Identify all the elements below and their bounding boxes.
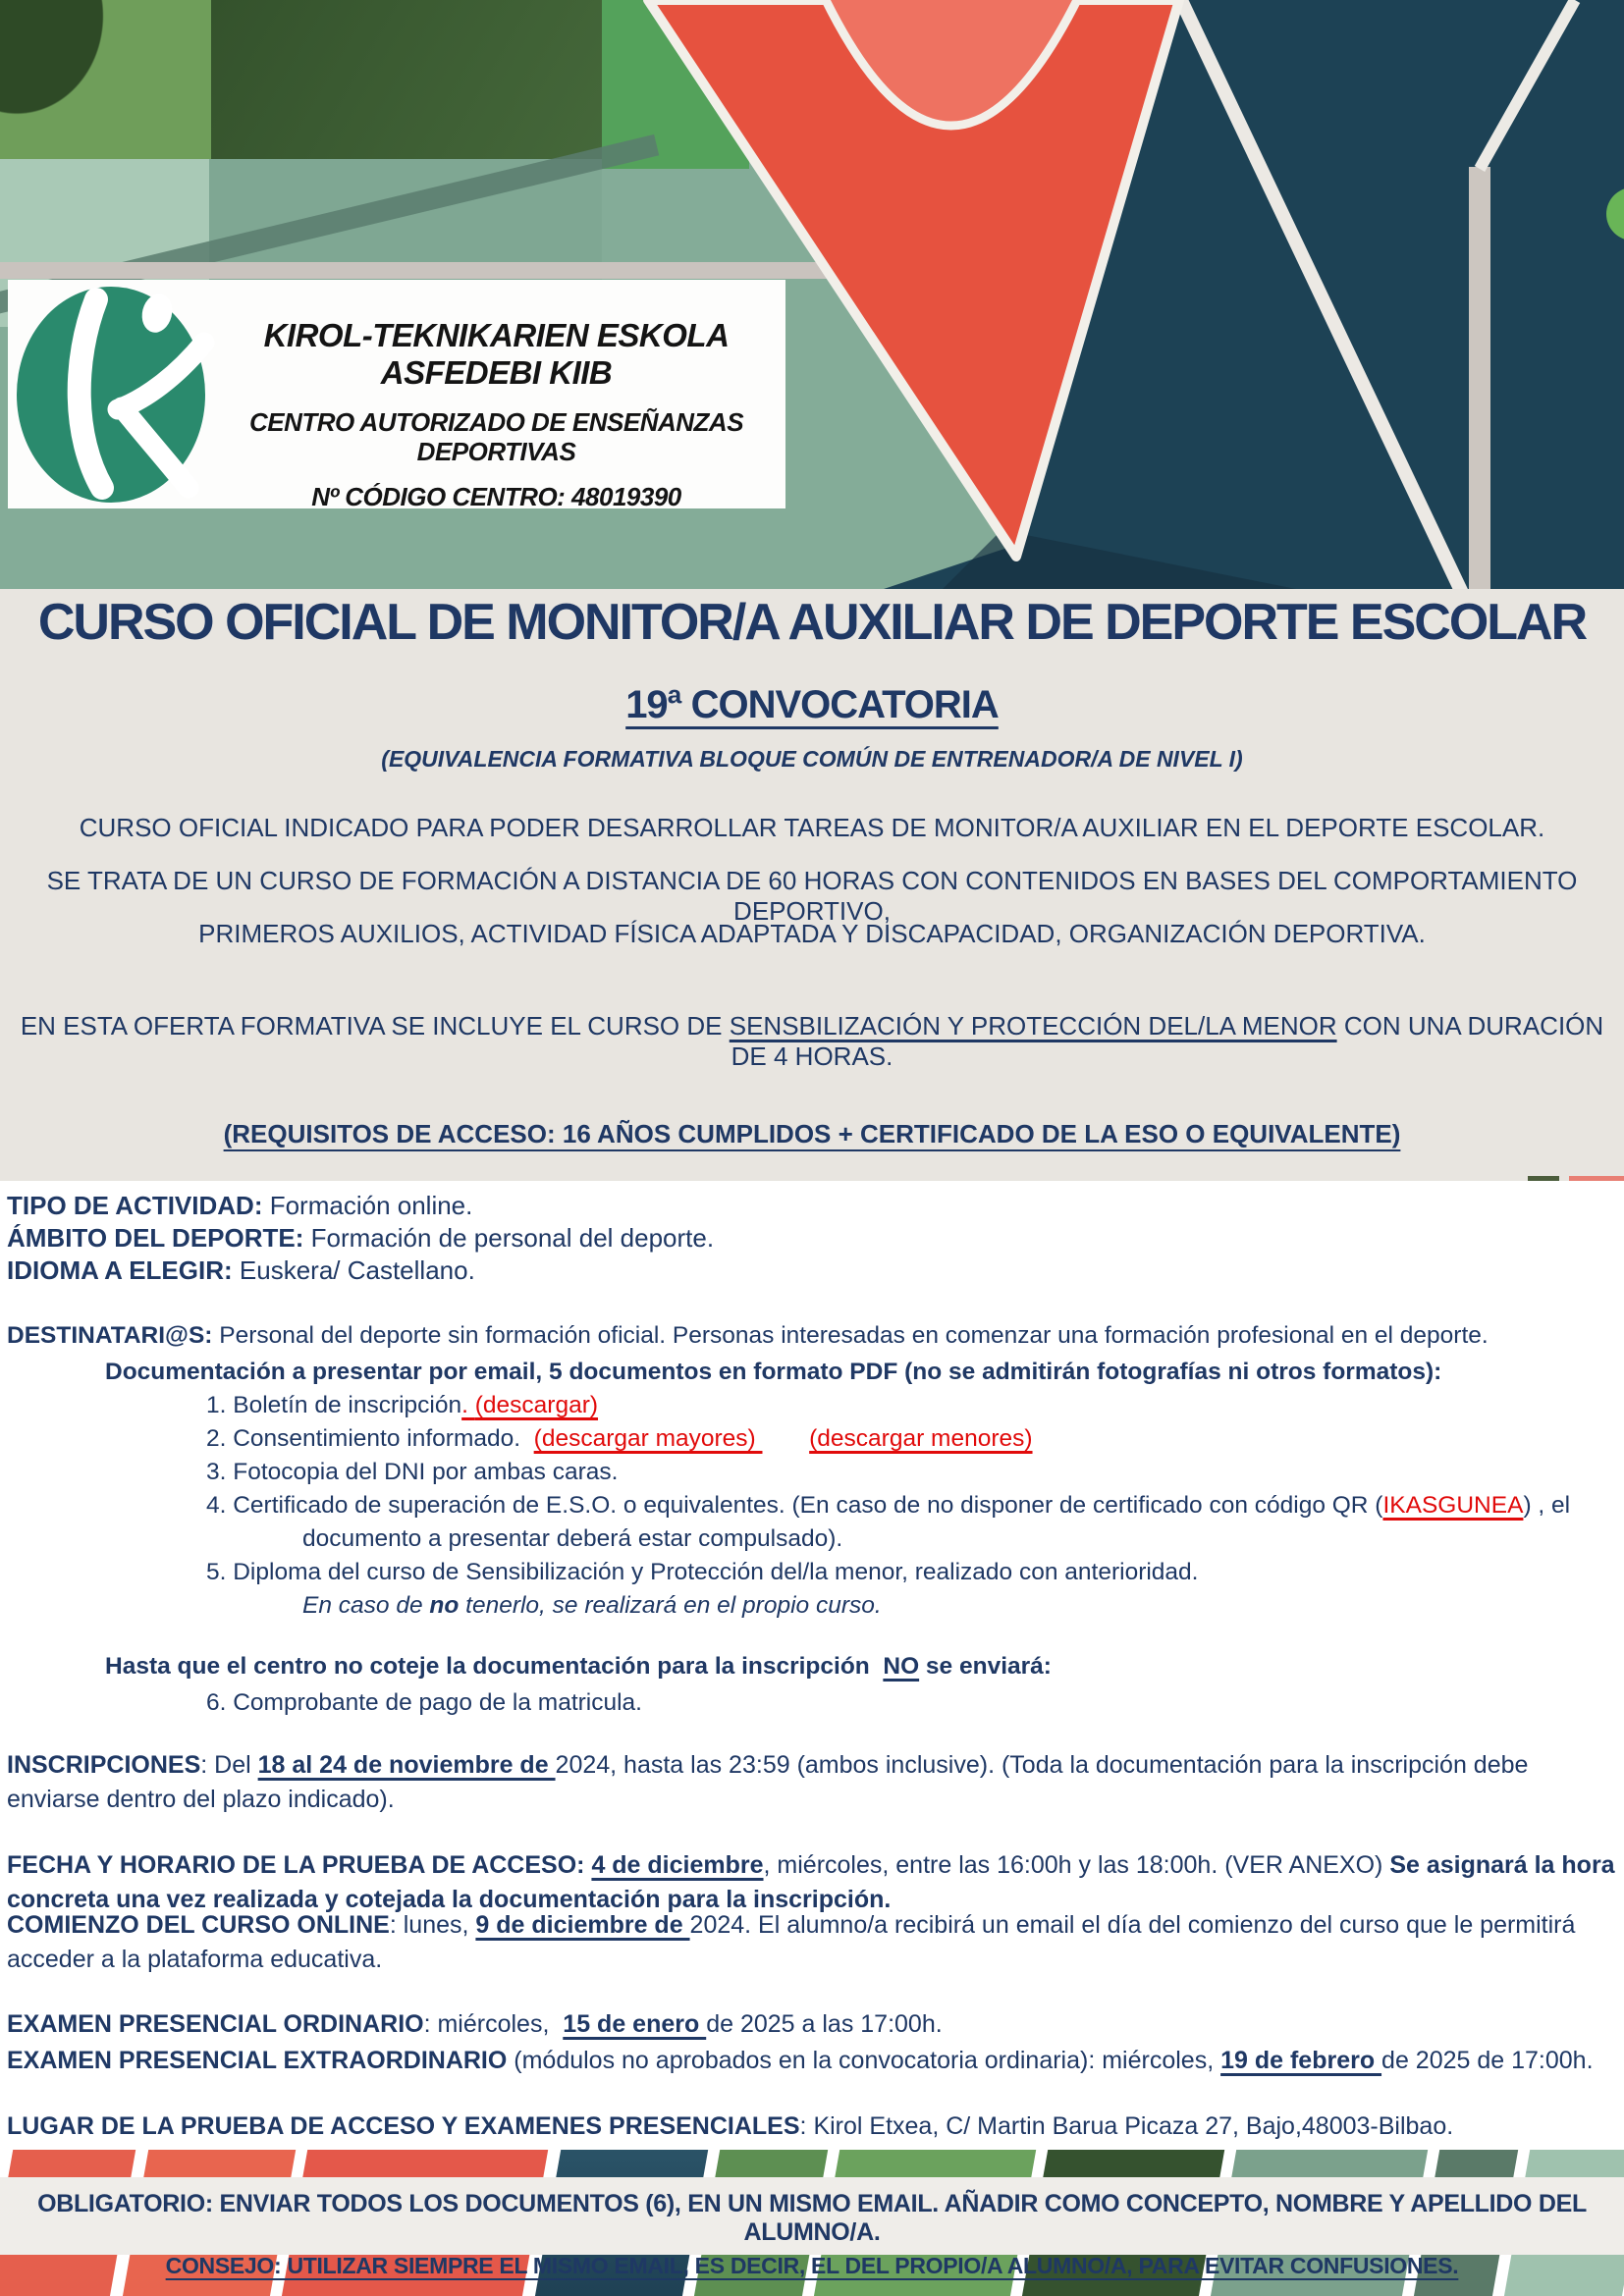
- text-segment: INSCRIPCIONES: [7, 1751, 201, 1779]
- fecha-prueba-paragraph: [7, 1848, 1622, 1917]
- logo-box: [8, 280, 785, 511]
- text-segment: FECHA Y HORARIO DE LA PRUEBA DE ACCESO:: [7, 1851, 592, 1879]
- text-segment: 2024, hasta las 23:59 (ambos inclusive). (Toda la documentación para la inscripción debe enviarse dentro del plazo indicado).: [7, 1751, 1536, 1813]
- title-section: [0, 589, 1624, 1181]
- logo-center-code: Nº CÓDIGO CENTRO: 48019390: [311, 482, 681, 511]
- intro-line-1: CURSO OFICIAL INDICADO PARA PODER DESARROLLAR TAREAS DE MONITOR/A AUXILIAR EN EL DEPORTE ESCOLAR.: [79, 813, 1545, 842]
- text-segment: 9 de diciembre de: [475, 1911, 690, 1939]
- text-segment: 18 al 24 de noviembre de: [257, 1751, 556, 1779]
- oferta-line: [0, 1011, 1624, 1072]
- hero-shape-forest: [211, 0, 602, 159]
- doc-item-5: [206, 1556, 1199, 1589]
- text-segment: Euskera/ Castellano.: [232, 1255, 475, 1285]
- text-segment: documento a presentar deberá estar compulsado).: [302, 1525, 843, 1552]
- text-segment: no: [429, 1592, 460, 1619]
- text-segment: Formación online.: [262, 1191, 473, 1220]
- descargar-menores-link[interactable]: (descargar menores): [809, 1425, 1033, 1452]
- text-segment: SENSBILIZACIÓN Y PROTECCIÓN DEL/LA MENOR: [729, 1011, 1337, 1041]
- convocatoria-heading: 19ª CONVOCATORIA: [625, 683, 999, 726]
- intro-line-2: SE TRATA DE UN CURSO DE FORMACIÓN A DISTANCIA DE 60 HORAS CON CONTENIDOS EN BASES DEL COMPORTAMIENTO DEPORTIVO,: [46, 866, 1578, 926]
- text-segment: , miércoles, entre las 16:00h y las 18:00h. (VER ANEXO): [763, 1851, 1390, 1879]
- text-segment: 3. Fotocopia del DNI por ambas caras.: [206, 1459, 619, 1485]
- examen-extraordinario-line: [7, 2044, 1619, 2078]
- text-segment: CON UNA DURACIÓN DE 4 HORAS.: [731, 1011, 1604, 1071]
- text-segment: LUGAR DE LA PRUEBA DE ACCESO Y EXAMENES PRESENCIALES: [7, 2112, 800, 2140]
- text-segment: : lunes,: [389, 1911, 476, 1939]
- destinatarios-line: [7, 1319, 1489, 1353]
- text-segment: En caso de: [302, 1592, 430, 1619]
- text-segment: (módulos no aprobados en la convocatoria ordinaria): miércoles,: [514, 2047, 1221, 2074]
- hero-shape-dark-corner: [0, 0, 211, 159]
- logo-school-name: KIROL-TEKNIKARIEN ESKOLA ASFEDEBI KIIB: [263, 317, 730, 391]
- k-person-logo-icon: [12, 284, 218, 506]
- download-link[interactable]: .: [461, 1392, 475, 1418]
- text-segment: de 2025 de 17:00h.: [1381, 2047, 1594, 2074]
- logo-text-block: [214, 317, 779, 511]
- documentacion-header: [105, 1356, 1441, 1389]
- text-segment: IDIOMA A ELEGIR:: [7, 1255, 233, 1285]
- text-segment: : miércoles,: [423, 2010, 564, 2038]
- requisitos-line: (REQUISITOS DE ACCESO: 16 AÑOS CUMPLIDOS + CERTIFICADO DE LA ESO O EQUIVALENTE): [223, 1119, 1401, 1148]
- text-segment: DESTINATARI@S:: [7, 1322, 213, 1349]
- footer-consejo-line: CONSEJO: UTILIZAR SIEMPRE EL MISMO EMAIL, ES DECIR, EL DEL PROPIO/A ALUMNO/A, PARA EVITAR CONFUSIONES.: [165, 2253, 1459, 2278]
- doc-item-2: [206, 1422, 1033, 1456]
- text-segment: 6. Comprobante de pago de la matricula.: [206, 1689, 642, 1716]
- text-segment: : Kirol Etxea, C/ Martin Barua Picaza 27, Bajo,48003-Bilbao.: [799, 2112, 1454, 2140]
- text-segment: Formación de personal del deporte.: [303, 1223, 715, 1253]
- ikasgunea-link[interactable]: IKASGUNEA: [1382, 1492, 1524, 1519]
- intro-line-3: PRIMEROS AUXILIOS, ACTIVIDAD FÍSICA ADAPTADA Y DISCAPACIDAD, ORGANIZACIÓN DEPORTIVA.: [198, 919, 1426, 948]
- text-segment: EN ESTA OFERTA FORMATIVA SE INCLUYE EL CURSO DE: [20, 1011, 730, 1041]
- text-segment: TIPO DE ACTIVIDAD:: [7, 1191, 263, 1220]
- text-segment: 1. Boletín de inscripción: [206, 1392, 462, 1418]
- text-segment: se enviará:: [919, 1653, 1052, 1680]
- tipo-actividad-line: [7, 1190, 472, 1222]
- text-segment: 15 de enero: [563, 2010, 707, 2038]
- text-segment: Personal del deporte sin formación oficial. Personas interesadas en comenzar una formación profesional en el deporte.: [212, 1322, 1489, 1349]
- doc-item-4: [206, 1489, 1570, 1522]
- text-segment: COMIENZO DEL CURSO ONLINE: [7, 1911, 390, 1939]
- text-segment: 2. Consentimiento informado.: [206, 1425, 534, 1452]
- hero-vertical-stripe: [1469, 167, 1490, 589]
- lugar-prueba-line: [7, 2109, 1619, 2144]
- text-segment: ) , el: [1523, 1492, 1571, 1519]
- text-segment: : Del: [200, 1751, 258, 1779]
- text-segment: ÁMBITO DEL DEPORTE:: [7, 1223, 304, 1253]
- page-title: CURSO OFICIAL DE MONITOR/A AUXILIAR DE DEPORTE ESCOLAR: [37, 594, 1587, 651]
- hero-graphic: [0, 0, 1624, 589]
- descargar-mayores-link[interactable]: (descargar mayores): [533, 1425, 763, 1452]
- text-segment: 5. Diploma del curso de Sensibilización y Protección del/la menor, realizado con anterioridad.: [206, 1559, 1199, 1585]
- text-segment: EXAMEN PRESENCIAL EXTRAORDINARIO: [7, 2047, 514, 2074]
- footer-obligatorio-line: OBLIGATORIO: ENVIAR TODOS LOS DOCUMENTOS (6), EN UN MISMO EMAIL. AÑADIR COMO CONCEPTO, NOMBRE Y APELLIDO DEL ALUMNO/A.: [37, 2190, 1587, 2246]
- text-segment: 2024. El alumno/a recibirá un email el día del comienzo del curso que le permitirá acceder a la plataforma educativa.: [7, 1911, 1583, 1973]
- doc-item-1: [206, 1389, 598, 1422]
- text-segment: 4 de diciembre: [591, 1851, 764, 1879]
- footer-notice-band: [0, 2177, 1624, 2278]
- text-segment: Hasta que el centro no coteje la documentación para la inscripción: [105, 1653, 884, 1680]
- doc-item-5-note: [302, 1589, 882, 1623]
- inscripciones-paragraph: [7, 1748, 1619, 1817]
- comienzo-curso-paragraph: [7, 1908, 1619, 1977]
- text-segment: Documentación a presentar por email, 5 documentos en formato PDF (no se admitirán fotografías ni otros formatos):: [105, 1359, 1442, 1385]
- doc-item-3: [206, 1456, 618, 1489]
- doc-item-6: [206, 1686, 642, 1720]
- body-section: [0, 1181, 1624, 2150]
- text-segment: EXAMEN PRESENCIAL ORDINARIO: [7, 2010, 424, 2038]
- text-segment: NO: [883, 1653, 920, 1680]
- text-segment: Se asignará la hora concreta una vez realizada y cotejada la documentación para la inscripción.: [7, 1851, 1622, 1913]
- idioma-line: [7, 1255, 475, 1287]
- cotejo-warning: [105, 1650, 1052, 1683]
- doc-item-4-cont: [302, 1522, 842, 1556]
- logo-center-type: CENTRO AUTORIZADO DE ENSEÑANZAS DEPORTIVAS: [248, 407, 744, 466]
- text-segment: 19 de febrero: [1220, 2047, 1382, 2074]
- text-segment: de 2025 a las 17:00h.: [706, 2010, 943, 2038]
- equivalencia-subtitle: (EQUIVALENCIA FORMATIVA BLOQUE COMÚN DE ENTRENADOR/A DE NIVEL I): [381, 746, 1243, 772]
- ambito-line: [7, 1222, 714, 1255]
- descargar-boletin-link[interactable]: (descargar): [474, 1392, 599, 1418]
- text-segment: tenerlo, se realizará en el propio curso.: [459, 1592, 882, 1619]
- examen-ordinario-line: [7, 2007, 1619, 2042]
- text-segment: 4. Certificado de superación de E.S.O. o equivalentes. (En caso de no disponer de certificado con código QR (: [206, 1492, 1383, 1519]
- text-segment: [762, 1425, 809, 1452]
